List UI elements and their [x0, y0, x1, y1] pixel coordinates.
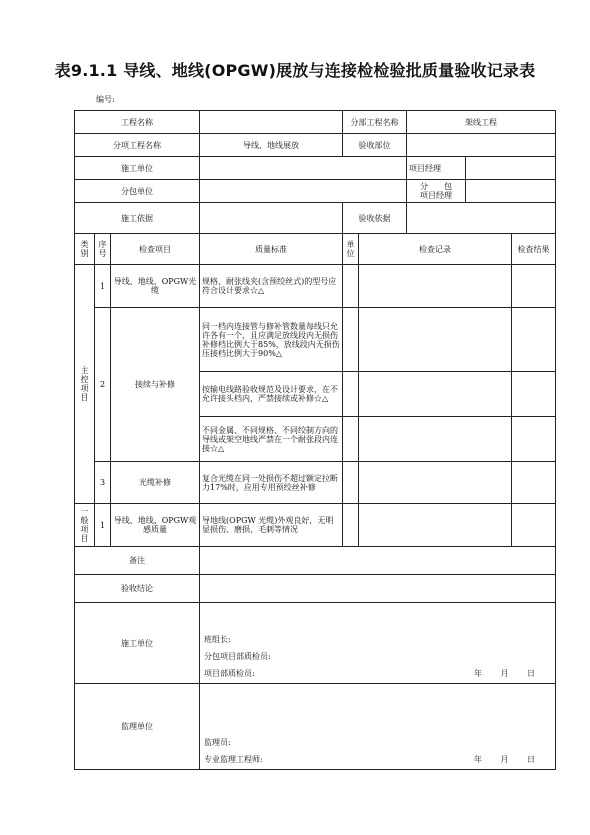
unit-cell[interactable]: [343, 372, 359, 417]
acceptance-basis-value[interactable]: [407, 203, 556, 234]
construction-signoff-label: 施工单位: [75, 603, 200, 684]
item-cell: 接续与补修: [111, 308, 200, 462]
supervision-signoff-row: [75, 684, 556, 770]
table-row: [75, 265, 556, 308]
construction-basis-value[interactable]: [200, 203, 343, 234]
acceptance-basis-label: 验收依据: [343, 203, 407, 234]
main-control-label: 主 控 项 目: [75, 265, 95, 504]
header-row-project: [75, 111, 556, 134]
construction-signoff-area: [200, 603, 556, 684]
general-label: 一 般 项 目: [75, 504, 95, 547]
subcontract-manager-label-line2: 项目经理: [420, 191, 453, 200]
conclusion-label: 验收结论: [75, 575, 200, 603]
table-row: [75, 462, 556, 504]
construction-unit-label: 施工单位: [75, 157, 200, 180]
project-manager-label: 项目经理: [407, 157, 466, 180]
table-row: [75, 308, 556, 372]
project-manager-value[interactable]: [466, 157, 556, 180]
sub-project-label: 分部工程名称: [343, 111, 407, 134]
form-title: 表9.1.1 导线、地线(OPGW)展放与连接检检验批质量验收记录表: [54, 61, 536, 80]
standard-cell: 不同金属、不同规格、不同绞制方向的导线或架空地线严禁在一个耐张段内连接☆△: [200, 417, 343, 462]
col-item: 检查项目: [111, 234, 200, 265]
table-row: [75, 504, 556, 547]
seq-cell: 2: [95, 308, 111, 462]
unit-cell[interactable]: [343, 417, 359, 462]
sub-project-value: 架线工程: [407, 111, 556, 134]
record-cell[interactable]: [359, 504, 512, 547]
col-result: 检查结果: [512, 234, 556, 265]
supervision-signoff-area: [200, 684, 556, 770]
project-inspector-label: 项目部质检员:: [204, 669, 255, 678]
subcontract-manager-label-line1: 分 包: [420, 182, 453, 191]
sub-inspector-label: 分包项目部质检员:: [204, 652, 271, 661]
project-name-label: 工程名称: [75, 111, 200, 134]
supervision-date: 年 月 日: [473, 755, 544, 764]
subcontract-unit-value[interactable]: [200, 180, 407, 203]
column-header-row: [75, 234, 556, 265]
subcontract-manager-label: [407, 180, 466, 203]
result-cell[interactable]: [512, 265, 556, 308]
acceptance-part-label: 验收部位: [343, 134, 407, 157]
subcontract-unit-label: 分包单位: [75, 180, 200, 203]
unit-cell[interactable]: [343, 504, 359, 547]
record-cell[interactable]: [359, 265, 512, 308]
col-seq: 序 号: [95, 234, 111, 265]
header-row-item: [75, 134, 556, 157]
construction-basis-label: 施工依据: [75, 203, 200, 234]
record-cell[interactable]: [359, 308, 512, 372]
result-cell[interactable]: [512, 308, 556, 372]
supervisor-label: 监理员:: [204, 738, 231, 747]
unit-cell[interactable]: [343, 462, 359, 504]
seq-cell: 1: [95, 265, 111, 308]
header-row-subcontract: [75, 180, 556, 203]
inspection-record-table: [74, 110, 556, 770]
standard-cell: 同一档内连接管与修补管数量每线只允许各有一个，且应满足放线段内无损伤补修档比例大于85%，放线段内无损伤压接档比例大于90%△: [200, 308, 343, 372]
conclusion-value[interactable]: [200, 575, 556, 603]
standard-cell: 按输电线路验收规范及设计要求，在不允许接头档内，严禁接续或补修☆△: [200, 372, 343, 417]
col-unit: 单 位: [343, 234, 359, 265]
result-cell[interactable]: [512, 462, 556, 504]
construction-unit-value[interactable]: [200, 157, 407, 180]
construction-signoff-row: [75, 603, 556, 684]
item-cell: 导线、地线、OPGW观感质量: [111, 504, 200, 547]
col-category: 类 别: [75, 234, 95, 265]
acceptance-part-value[interactable]: [407, 134, 556, 157]
col-record: 检查记录: [359, 234, 512, 265]
record-cell[interactable]: [359, 462, 512, 504]
remarks-row: [75, 547, 556, 575]
result-cell[interactable]: [512, 504, 556, 547]
remarks-value[interactable]: [200, 547, 556, 575]
record-cell[interactable]: [359, 372, 512, 417]
header-row-construction: [75, 157, 556, 180]
standard-cell: 复合光缆在同一处损伤不超过额定拉断力17%时，应用专用预绞丝补修: [200, 462, 343, 504]
seq-cell: 3: [95, 462, 111, 504]
unit-cell[interactable]: [343, 308, 359, 372]
item-project-value: 导线、地线展放: [200, 134, 343, 157]
project-name-value[interactable]: [200, 111, 343, 134]
header-row-basis: [75, 203, 556, 234]
chief-supervisor-label: 专业监理工程师:: [204, 755, 263, 764]
standard-cell: 规格、耐张线夹(含预绞丝式)的型号应符合设计要求☆△: [200, 265, 343, 308]
conclusion-row: [75, 575, 556, 603]
record-cell[interactable]: [359, 417, 512, 462]
result-cell[interactable]: [512, 417, 556, 462]
item-project-label: 分项工程名称: [75, 134, 200, 157]
standard-cell: 导地线(OPGW 光缆)外观良好，无明显损伤、磨损、毛刺等情况: [200, 504, 343, 547]
signoff-date: 年 月 日: [473, 669, 544, 678]
result-cell[interactable]: [512, 372, 556, 417]
document-number-label: 编号:: [96, 95, 115, 104]
col-standard: 质量标准: [200, 234, 343, 265]
item-cell: 导线、地线、OPGW光缆: [111, 265, 200, 308]
supervision-signoff-label: 监理单位: [75, 684, 200, 770]
remarks-label: 备注: [75, 547, 200, 575]
item-cell: 光缆补修: [111, 462, 200, 504]
subcontract-manager-value[interactable]: [466, 180, 556, 203]
seq-cell: 1: [95, 504, 111, 547]
team-leader-label: 班组长:: [204, 635, 231, 644]
unit-cell[interactable]: [343, 265, 359, 308]
